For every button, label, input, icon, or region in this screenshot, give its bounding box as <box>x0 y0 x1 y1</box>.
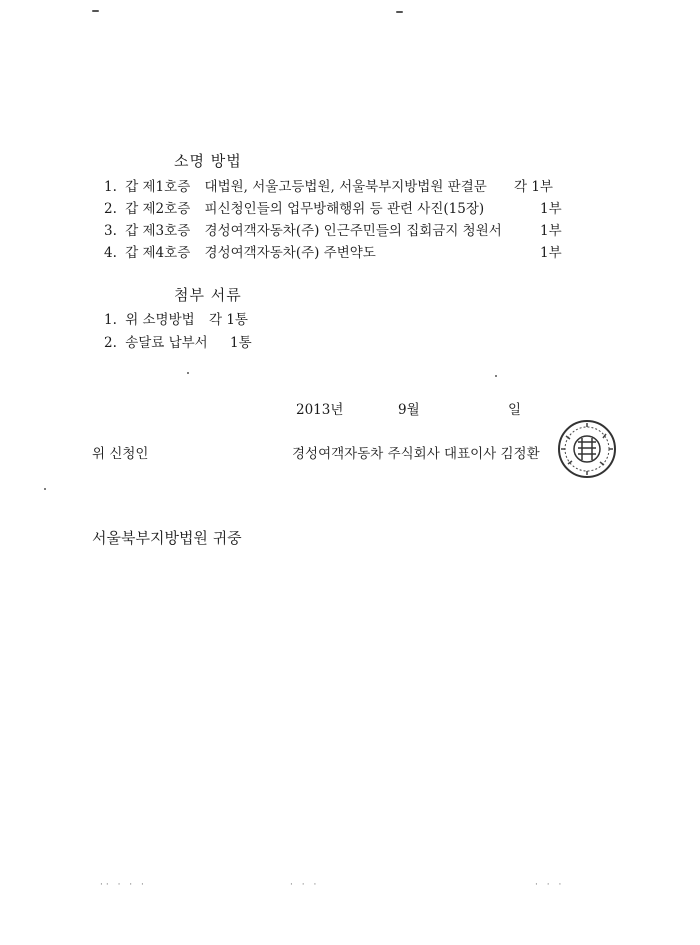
scan-dots: ·· · · · <box>100 880 147 890</box>
evidence-item <box>104 219 502 239</box>
evidence-item-label: 갑 제1호증 <box>125 179 191 195</box>
evidence-item <box>104 175 487 195</box>
recipient: 서울북부지방법원 귀중 <box>92 529 242 547</box>
scan-speck <box>44 488 46 490</box>
evidence-item-desc: 경성여객자동차(주) 인근주민들의 집회금지 청원서 <box>204 223 502 239</box>
official-seal-icon <box>556 418 618 480</box>
scan-dots: · · · <box>290 880 320 890</box>
applicant-label: 위 신청인 <box>92 446 149 462</box>
evidence-item-label: 갑 제2호증 <box>125 201 191 217</box>
scan-speck <box>495 375 497 377</box>
evidence-item-number: 1. <box>104 179 117 195</box>
evidence-item-number: 3. <box>104 223 117 239</box>
attachment-item <box>104 331 252 351</box>
attachment-item-number: 2. <box>104 335 117 351</box>
attachment-item-qty: 각 1통 <box>208 312 248 328</box>
evidence-item-qty: 1부 <box>540 223 562 239</box>
evidence-item <box>104 241 376 261</box>
evidence-item <box>104 197 484 217</box>
scan-speck <box>92 10 99 12</box>
evidence-item-desc: 대법원, 서울고등법원, 서울북부지방법원 판결문 <box>204 179 487 195</box>
evidence-item-number: 4. <box>104 245 117 261</box>
evidence-item-qty: 1부 <box>540 201 562 217</box>
attachment-item-qty: 1통 <box>230 335 252 351</box>
scan-speck <box>396 11 403 13</box>
attachments-heading: 첨부 서류 <box>174 286 242 304</box>
attachment-item-number: 1. <box>104 312 117 328</box>
evidence-item-qty: 각 1부 <box>514 179 553 195</box>
date-day: 일 <box>508 402 522 418</box>
date-year: 2013년 <box>296 402 344 418</box>
evidence-heading: 소명 방법 <box>174 152 242 170</box>
scan-dots: · · · <box>535 880 565 890</box>
evidence-item-desc: 피신청인들의 업무방해행위 등 관련 사진(15장) <box>204 201 485 217</box>
applicant-name: 경성여객자동차 주식회사 대표이사 김정환 <box>292 446 540 462</box>
evidence-item-number: 2. <box>104 201 117 217</box>
evidence-item-qty: 1부 <box>540 245 562 261</box>
date-month: 9월 <box>398 402 420 418</box>
scan-speck <box>187 372 189 374</box>
evidence-item-desc: 경성여객자동차(주) 주변약도 <box>204 245 376 261</box>
attachment-item <box>104 308 248 328</box>
evidence-item-label: 갑 제4호증 <box>125 245 191 261</box>
evidence-item-label: 갑 제3호증 <box>125 223 191 239</box>
attachment-item-desc: 송달료 납부서 <box>125 335 208 351</box>
attachment-item-desc: 위 소명방법 <box>125 312 195 328</box>
